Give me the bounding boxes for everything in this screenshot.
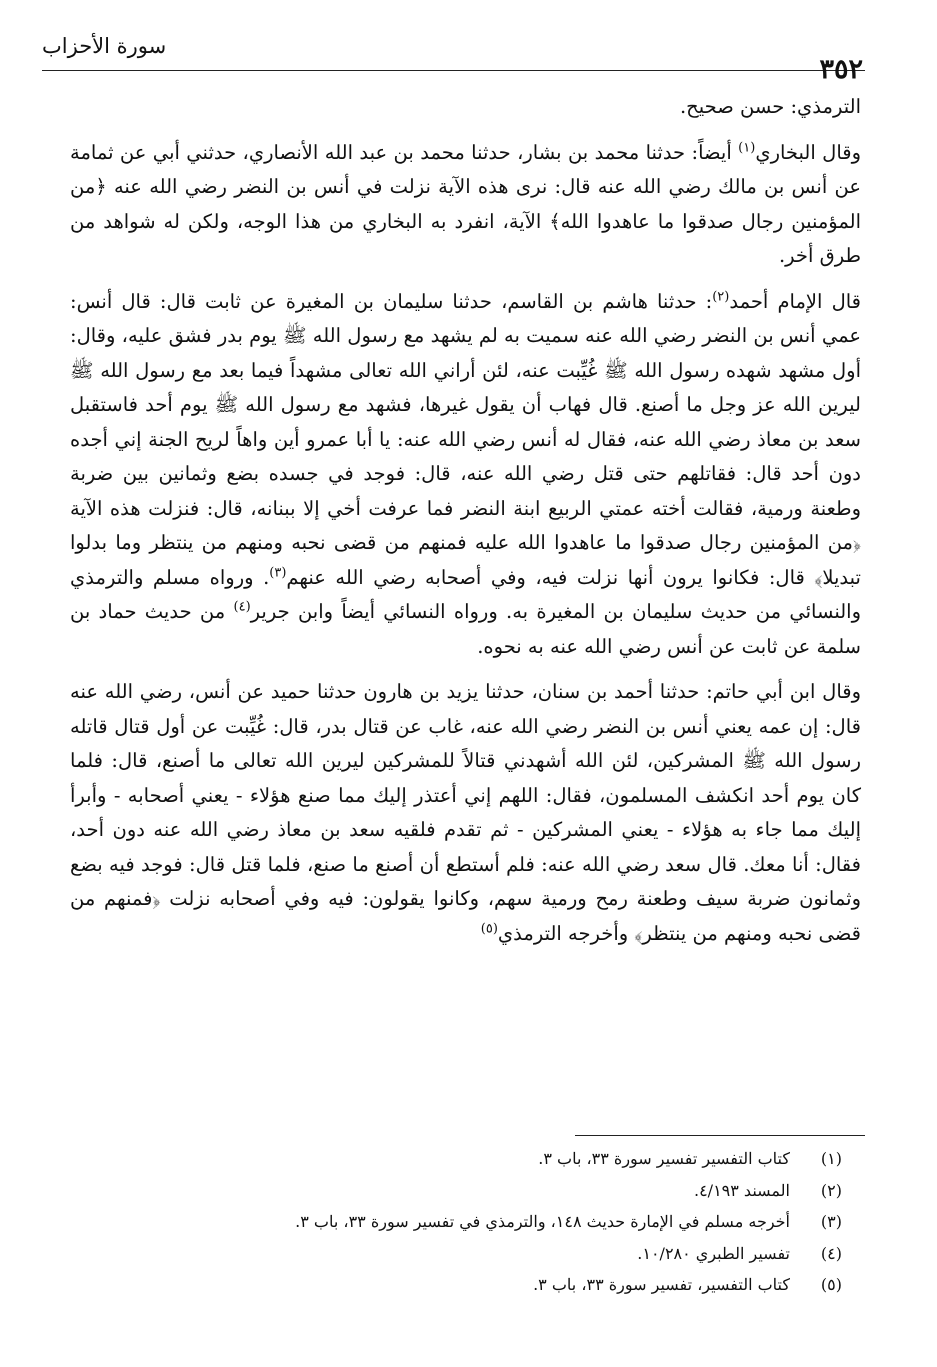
footnote-reference: (٣) bbox=[269, 565, 287, 580]
paragraph-text: من حديث حماد بن سلمة عن ثابت عن أنس رضي الله عنه به نحوه. bbox=[70, 600, 861, 658]
footnotes bbox=[70, 1143, 842, 1301]
footnote-text: كتاب التفسير تفسير سورة ٣٣، باب ٣. bbox=[538, 1149, 790, 1168]
paragraph-text: أيضاً: حدثنا محمد بن بشار، حدثنا محمد بن عبد الله الأنصاري، حدثني أبي عن ثمامة عن أنس بن مالك رضي الله عنه قال: نرى هذه الآية نزلت في أنس بن النضر رضي الله عنه ﴿من المؤمنين رجال صدقوا ما عاهدوا الله﴾ الآية، انفرد به البخاري من هذا الوجه، ولكن له شواهد من طرق أخر. bbox=[70, 140, 861, 267]
footnote bbox=[70, 1175, 842, 1207]
paragraph-text: الترمذي: حسن صحيح. bbox=[679, 95, 861, 118]
paragraph-text: وقال ابن أبي حاتم: حدثنا أحمد بن سنان، حدثنا يزيد بن هارون حدثنا حميد عن أنس، رضي الله عنه قال: إن عمه يعني أنس بن النضر رضي الله عنه، غاب عن قتال بدر، قال: غُيِّبت عن أول قتال قاتله رسول الله ﷺ المشركين، لئن الله أشهدني قتالاً للمشركين ليرين الله تعالى ما أصنع، قال: فلما كان يوم أحد انكشف المسلمون، فقال: اللهم إني أعتذر إليك مما صنع هؤلاء - يعني أصحابه - وأبرأ إليك مما جاء به هؤلاء - يعني المشركين - ثم تقدم فلقيه سعد بن معاذ رضي الله عنه دون أحد، فقال: أنا معك. قال سعد رضي الله عنه: فلم أستطع أن أصنع ما صنع، فلما قتل قال: فوجد فيه بضع وثمانون ضربة سيف وطعنة رمح ورمية سهم، وكانوا يقولون: فيه وفي أصحابه نزلت ﴿فمنهم من قضى نحبه ومنهم من ينتظر﴾ وأخرجه الترمذي bbox=[70, 680, 861, 945]
main-text bbox=[70, 90, 861, 951]
footnote-text: أخرجه مسلم في الإمارة حديث ١٤٨، والترمذي في تفسير سورة ٣٣، باب ٣. bbox=[295, 1212, 790, 1231]
footnote bbox=[70, 1238, 842, 1270]
paragraph bbox=[70, 285, 861, 665]
paragraph-text: وقال البخاري bbox=[755, 140, 862, 164]
footnote-number: (٤) bbox=[820, 1243, 842, 1263]
footnote-number: (١) bbox=[820, 1149, 842, 1168]
footnote-reference: (٥) bbox=[480, 921, 498, 936]
paragraph-text: . ورواه مسلم والترمذي والنسائي من حديث سليمان بن المغيرة به. ورواه النسائي أيضاً وابن جرير bbox=[70, 565, 862, 623]
footnote-reference: (٤) bbox=[233, 599, 251, 615]
footnote-text: تفسير الطبري ١٠/٢٨٠. bbox=[637, 1243, 790, 1263]
footnote-number: (٣) bbox=[820, 1212, 842, 1231]
page-number: ٣٥٢ bbox=[819, 54, 863, 85]
footnote-text: كتاب التفسير، تفسير سورة ٣٣، باب ٣. bbox=[533, 1275, 790, 1294]
paragraph-text: قال الإمام أحمد bbox=[729, 289, 861, 313]
paragraph bbox=[70, 675, 861, 951]
paragraph bbox=[70, 90, 861, 125]
footnote bbox=[70, 1269, 842, 1301]
footnote-text: المسند ٤/١٩٣. bbox=[693, 1180, 790, 1200]
footnote-divider bbox=[575, 1135, 865, 1136]
surah-title: سورة الأحزاب bbox=[42, 34, 167, 58]
footnote-reference: (١) bbox=[738, 140, 756, 155]
footnote-number: (٥) bbox=[820, 1275, 842, 1294]
paragraph-text: : حدثنا هاشم بن القاسم، حدثنا سليمان بن المغيرة عن ثابت قال: قال أنس: عمي أنس بن النضر رضي الله عنه سميت به لم يشهد مع رسول الله ﷺ يوم بدر فشق عليه، وقال: أول مشهد شهده رسول الله ﷺ غُيِّبت عنه، لئن أراني الله تعالى مشهداً فيما بعد مع رسول الله ﷺ ليرين الله عز وجل ما أصنع. قال فهاب أن يقول غيرها، فشهد مع رسول الله ﷺ يوم أحد فاستقبل سعد بن معاذ رضي الله عنه، فقال له أنس رضي الله عنه: يا أبا عمرو أين واهاً لريح الجنة إني أجده دون أحد قال: فقاتلهم حتى قتل رضي الله عنه، قال: فوجد في جسده بضع وثمانين بين ضربة وطعنة ورمية، فقالت أخته عمتي الربيع ابنة النضر فما عرفت أخي إلا ببنانه، قال: فنزلت هذه الآية ﴿من المؤمنين رجال صدقوا ما عاهدوا الله عليه فمنهم من قضى نحبه ومنهم من ينتظر وما بدلوا تبديلا﴾ قال: فكانوا يرون أنها نزلت فيه، وفي أصحابه رضي الله عنهم bbox=[70, 289, 861, 589]
footnote bbox=[70, 1143, 842, 1175]
footnote bbox=[70, 1206, 842, 1238]
running-header bbox=[42, 30, 865, 71]
footnote-reference: (٢) bbox=[712, 289, 730, 304]
footnote-number: (٢) bbox=[820, 1180, 842, 1200]
paragraph bbox=[70, 136, 861, 274]
